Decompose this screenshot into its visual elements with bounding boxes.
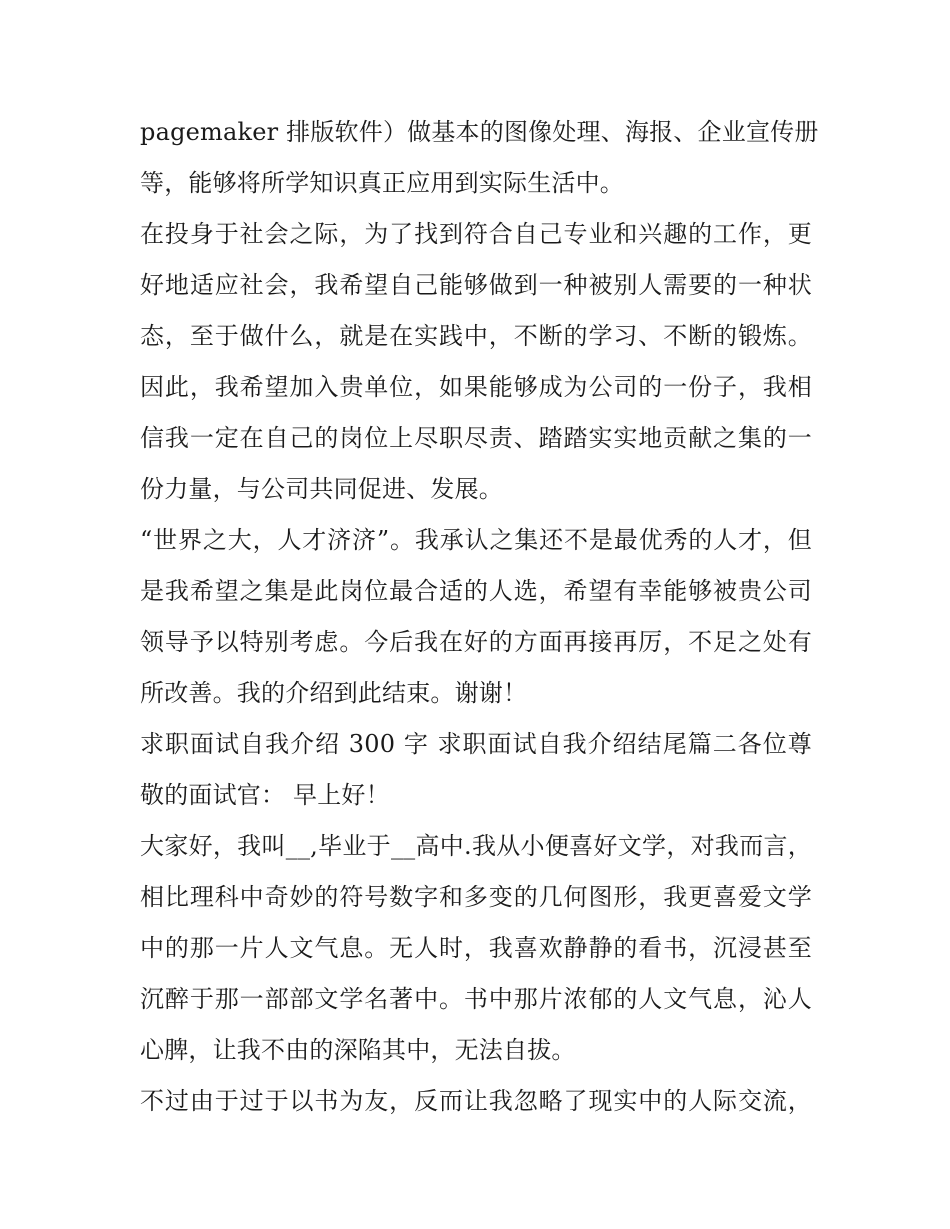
text-line-16: 相比理科中奇妙的符号数字和多变的几何图形，我更喜爱文学 [140, 883, 812, 911]
text-line-10: 是我希望之集是此岗位最合适的人选，希望有幸能够被贵公司 [140, 577, 812, 605]
text-line-15: 大家好，我叫__,毕业于__高中.我从小便喜好文学，对我而言， [140, 832, 812, 860]
text-line-2: 等，能够将所学知识真正应用到实际生活中。 [140, 169, 624, 197]
text-line-3: 在投身于社会之际，为了找到符合自己专业和兴趣的工作，更 [140, 220, 812, 248]
text-line-9: “世界之大，人才济济”。我承认之集还不是最优秀的人才，但 [140, 526, 812, 554]
text-line-7: 信我一定在自己的岗位上尽职尽责、踏踏实实地贡献之集的一 [140, 424, 812, 452]
text-line-11: 领导予以特别考虑。今后我在好的方面再接再厉，不足之处有 [140, 628, 812, 656]
text-line-6: 因此，我希望加入贵单位，如果能够成为公司的一份子，我相 [140, 373, 812, 401]
document-body [140, 107, 819, 1127]
text-line-14: 敬的面试官： 早上好！ [140, 781, 390, 809]
text-line-19: 心脾，让我不由的深陷其中，无法自拔。 [140, 1036, 576, 1064]
text-line-13: 求职面试自我介绍 300 字 求职面试自我介绍结尾篇二各位尊 [140, 730, 812, 758]
text-line-18: 沉醉于那一部部文学名著中。书中那片浓郁的人文气息，沁人 [140, 985, 812, 1013]
text-line-12: 所改善。我的介绍到此结束。谢谢！ [140, 679, 528, 707]
text-line-8: 份力量，与公司共同促进、发展。 [140, 475, 503, 503]
text-line-4: 好地适应社会，我希望自己能够做到一种被别人需要的一种状 [140, 271, 812, 299]
text-line-5: 态，至于做什么，就是在实践中，不断的学习、不断的锻炼。 [140, 322, 812, 350]
text-line-20: 不过由于过于以书为友，反而让我忽略了现实中的人际交流， [140, 1087, 812, 1115]
text-line-17: 中的那一片人文气息。无人时，我喜欢静静的看书，沉浸甚至 [140, 934, 812, 962]
text-line-1: pagemaker 排版软件）做基本的图像处理、海报、企业宣传册 [140, 118, 819, 146]
